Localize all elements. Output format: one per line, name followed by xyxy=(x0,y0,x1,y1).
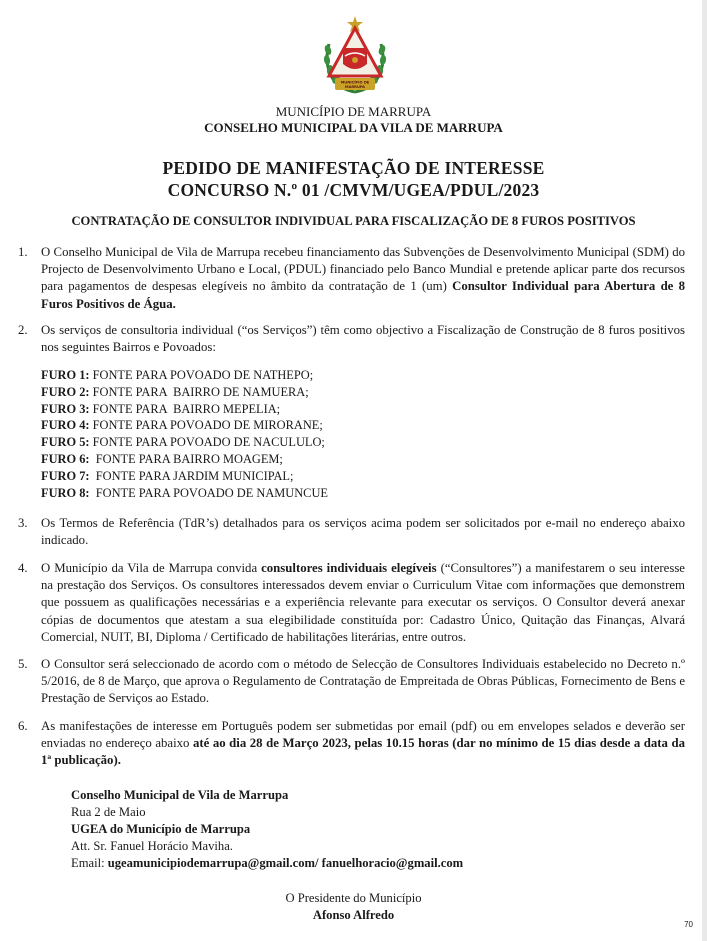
borehole-text: FONTE PARA BAIRRO DE NAMUERA; xyxy=(89,384,309,399)
borehole-label: FURO 1: xyxy=(41,368,90,382)
borehole-label: FURO 5: xyxy=(41,435,90,450)
list-item xyxy=(41,367,328,384)
contact-address xyxy=(71,787,463,872)
address-org: Conselho Municipal de Vila de Marrupa xyxy=(71,788,289,802)
borehole-text: FONTE PARA POVOADO DE MIRORANE; xyxy=(89,418,323,433)
item-text-bold: até ao dia 28 de Março 2023, pelas 10.15 horas (dar no mínimo de 15 dias desde a data da 1ª publicação). xyxy=(41,736,685,768)
list-item-4 xyxy=(18,560,685,646)
svg-text:MARRUPA: MARRUPA xyxy=(345,85,365,89)
item-text: (“Consultores”) a manifestarem o seu interesse na prestação dos Serviços. Os consultores interessados devem enviar o Curriculum Vitae com informações que demonstrem que possuem as qualificações necessárias e a experiência relevante para executar os serviços. O Consultor deverá anexar cópias de documentos que atestam a sua elegibilidade constituída por: Cadastro Único, Quitação das Finanças, Alvará Comercial, NUIT, BI, Diploma / Certificado de habilitações literárias, entre outros. xyxy=(41,561,685,644)
address-attn: Att. Sr. Fanuel Horácio Maviha. xyxy=(71,839,233,853)
page-edge-divider xyxy=(702,0,707,941)
borehole-text: FONTE PARA POVOADO DE NACULULO; xyxy=(89,435,325,450)
signature-name: Afonso Alfredo xyxy=(312,908,395,922)
document-title: PEDIDO DE MANIFESTAÇÃO DE INTERESSE xyxy=(162,158,545,178)
list-item-2 xyxy=(18,322,685,356)
list-item-5 xyxy=(18,656,685,708)
item-number: 5. xyxy=(18,657,28,671)
borehole-label: FURO 3: xyxy=(41,401,90,416)
email-label: Email: xyxy=(71,856,108,870)
item-text: O Consultor será seleccionado de acordo com o método de Selecção de Consultores Individuais estabelecido no Decreto n.º 5/2016, de 8 de Março, que aprova o Regulamento de Contratação de Empreitada de Obras Públicas, Fornecimento de Bens e Prestação de Serviços ao Estado. xyxy=(41,657,685,706)
item-text: O Conselho Municipal de Vila de Marrupa recebeu financiamento das Subvenções de Desenvolvimento Municipal (SDM) do Projecto de Desenvolvimento Urbano e Local, (PDUL) financiado pelo Banco Mundial e pretende aplicar parte dos recursos para pagamentos de despesas elegíveis no âmbito da contratação de 1 (um) xyxy=(41,245,685,294)
address-unit: UGEA do Município de Marrupa xyxy=(71,822,251,836)
item-number: 3. xyxy=(18,516,28,530)
list-item xyxy=(41,434,328,451)
item-text-bold: consultores individuais elegíveis xyxy=(261,561,437,575)
email-link[interactable]: ugeamunicipiodemarrupa@gmail.com/ fanuelhoracio@gmail.com xyxy=(107,856,464,870)
list-item-6 xyxy=(18,718,685,770)
borehole-label: FURO 7: xyxy=(41,468,90,483)
list-item xyxy=(41,384,328,401)
list-item xyxy=(41,451,328,468)
borehole-label: FURO 2: xyxy=(41,384,90,399)
borehole-text: FONTE PARA POVOADO DE NATHEPO; xyxy=(89,368,314,382)
borehole-text: FONTE PARA BAIRRO MEPELIA; xyxy=(89,401,281,416)
borehole-text: FONTE PARA POVOADO DE NAMUNCUE xyxy=(89,485,328,500)
item-number: 1. xyxy=(18,245,28,259)
borehole-label: FURO 8: xyxy=(41,485,90,500)
item-text: Os serviços de consultoria individual (“os Serviços”) têm como objectivo a Fiscalização de Construção de 8 furos positivos nos seguintes Bairros e Povoados: xyxy=(41,323,685,355)
item-text: Os Termos de Referência (TdR’s) detalhados para os serviços acima podem ser solicitados por e-mail no endereço abaixo indicado. xyxy=(41,516,685,548)
tender-number: CONCURSO N.º 01 /CMVM/UGEA/PDUL/2023 xyxy=(167,180,540,200)
item-text: As manifestações de interesse em Português podem ser submetidas por email (pdf) ou em envelopes selados e deverão ser enviadas no endereço abaixo xyxy=(41,719,685,751)
borehole-label: FURO 6: xyxy=(41,451,90,466)
page-number: 70 xyxy=(684,920,693,929)
address-street: Rua 2 de Maio xyxy=(71,805,146,819)
list-item xyxy=(41,485,328,502)
item-text: O Município da Vila de Marrupa convida xyxy=(41,561,262,575)
list-item xyxy=(41,417,328,434)
borehole-text: FONTE PARA BAIRRO MOAGEM; xyxy=(89,451,283,466)
item-number: 4. xyxy=(18,561,28,575)
list-item-1 xyxy=(18,244,685,313)
borehole-text: FONTE PARA JARDIM MUNICIPAL; xyxy=(89,468,294,483)
council-name: CONSELHO MUNICIPAL DA VILA DE MARRUPA xyxy=(204,120,503,135)
boreholes-list xyxy=(41,367,328,501)
document-subtitle: CONTRATAÇÃO DE CONSULTOR INDIVIDUAL PARA FISCALIZAÇÃO DE 8 FUROS POSITIVOS xyxy=(71,214,636,228)
municipality-name: MUNICÍPIO DE MARRUPA xyxy=(275,104,432,119)
item-text-bold: Consultor Individual para Abertura de 8 Furos Positivos de Água. xyxy=(41,279,685,311)
list-item xyxy=(41,401,328,418)
municipal-emblem-logo xyxy=(321,14,389,98)
list-item xyxy=(41,468,328,485)
item-number: 6. xyxy=(18,719,28,733)
svg-text:MUNICÍPIO DE: MUNICÍPIO DE xyxy=(340,80,370,85)
item-number: 2. xyxy=(18,323,28,337)
borehole-label: FURO 4: xyxy=(41,418,90,433)
signature-role: O Presidente do Município xyxy=(285,891,422,905)
list-item-3 xyxy=(18,515,685,549)
